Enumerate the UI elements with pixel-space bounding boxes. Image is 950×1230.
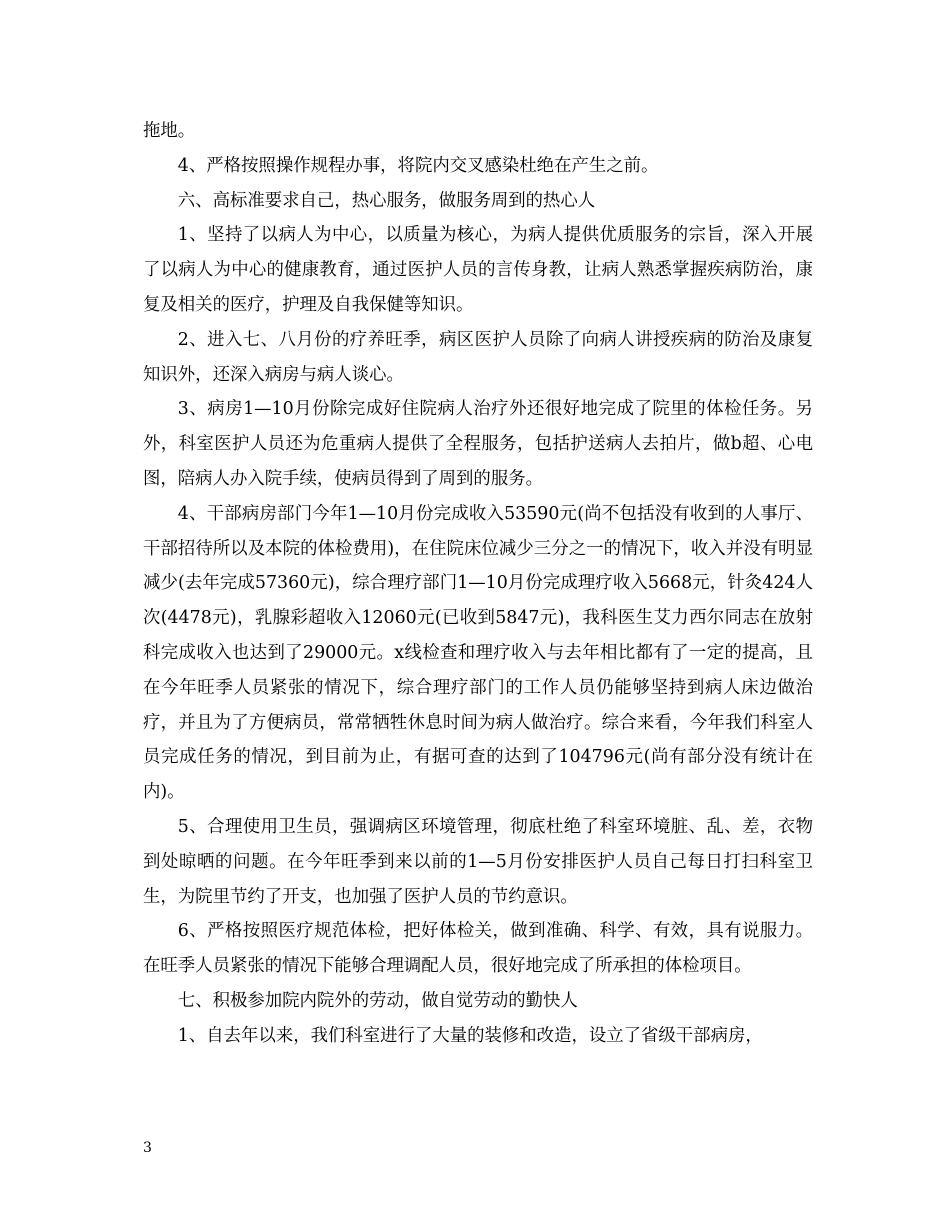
paragraph: 5、合理使用卫生员，强调病区环境管理，彻底杜绝了科室环境脏、乱、差，衣物到处晾晒的问题。在今年旺季到来以前的1—5月份安排医护人员自己每日打扫科室卫生，为院里节约了开支，也加强了医护人员的节约意识。 <box>143 816 813 907</box>
body-text <box>143 114 813 1054</box>
paragraph: 3、病房1—10月份除完成好住院病人治疗外还很好地完成了院里的体检任务。另外，科室医护人员还为危重病人提供了全程服务，包括护送病人去拍片，做b超、心电图，陪病人办入院手续，使病员得到了周到的服务。 <box>143 399 813 489</box>
paragraph: 拖地。 <box>143 121 196 141</box>
section-heading: 七、积极参加院内院外的劳动，做自觉劳动的勤快人 <box>177 990 578 1011</box>
paragraph: 4、严格按照操作规程办事，将院内交叉感染杜绝在产生之前。 <box>177 155 659 176</box>
paragraph: 4、干部病房部门今年1—10月份完成收入53590元(尚不包括没有收到的人事厅、干部招待所以及本院的体检费用)，在住院床位减少三分之一的情况下，收入并没有明显减少(去年完成57360元)，综合理疗部门1—10月份完成理疗收入5668元，针灸424人次(4478元)，乳腺彩超收入12060元(已收到5847元)，我科医生艾力西尔同志在放射科完成收入也达到了29000元。x线检查和理疗收入与去年相比都有了一定的提高，且在今年旺季人员紧张的情况下，综合理疗部门的工作人员仍能够坚持到病人床边做治疗，并且为了方便病员，常常牺牲休息时间为病人做治疗。综合来看，今年我们科室人员完成任务的情况，到目前为止，有据可查的达到了104796元(尚有部分没有统计在内)。 <box>143 503 813 803</box>
section-heading: 六、高标准要求自己，热心服务，做服务周到的热心人 <box>177 190 596 211</box>
paragraph: 1、坚持了以病人为中心，以质量为核心，为病人提供优质服务的宗旨，深入开展了以病人为中心的健康教育，通过医护人员的言传身教，让病人熟悉掌握疾病防治，康复及相关的医疗，护理及自我保健等知识。 <box>143 225 813 315</box>
paragraph: 6、严格按照医疗规范体检，把好体检关，做到准确、科学、有效，具有说服力。在旺季人员紧张的情况下能够合理调配人员，很好地完成了所承担的体检项目。 <box>143 921 813 977</box>
page-number: 3 <box>143 1140 152 1156</box>
paragraph: 2、进入七、八月份的疗养旺季，病区医护人员除了向病人讲授疾病的防治及康复知识外，还深入病房与病人谈心。 <box>143 329 813 385</box>
paragraph: 1、自去年以来，我们科室进行了大量的装修和改造，设立了省级干部病房， <box>177 1025 763 1046</box>
